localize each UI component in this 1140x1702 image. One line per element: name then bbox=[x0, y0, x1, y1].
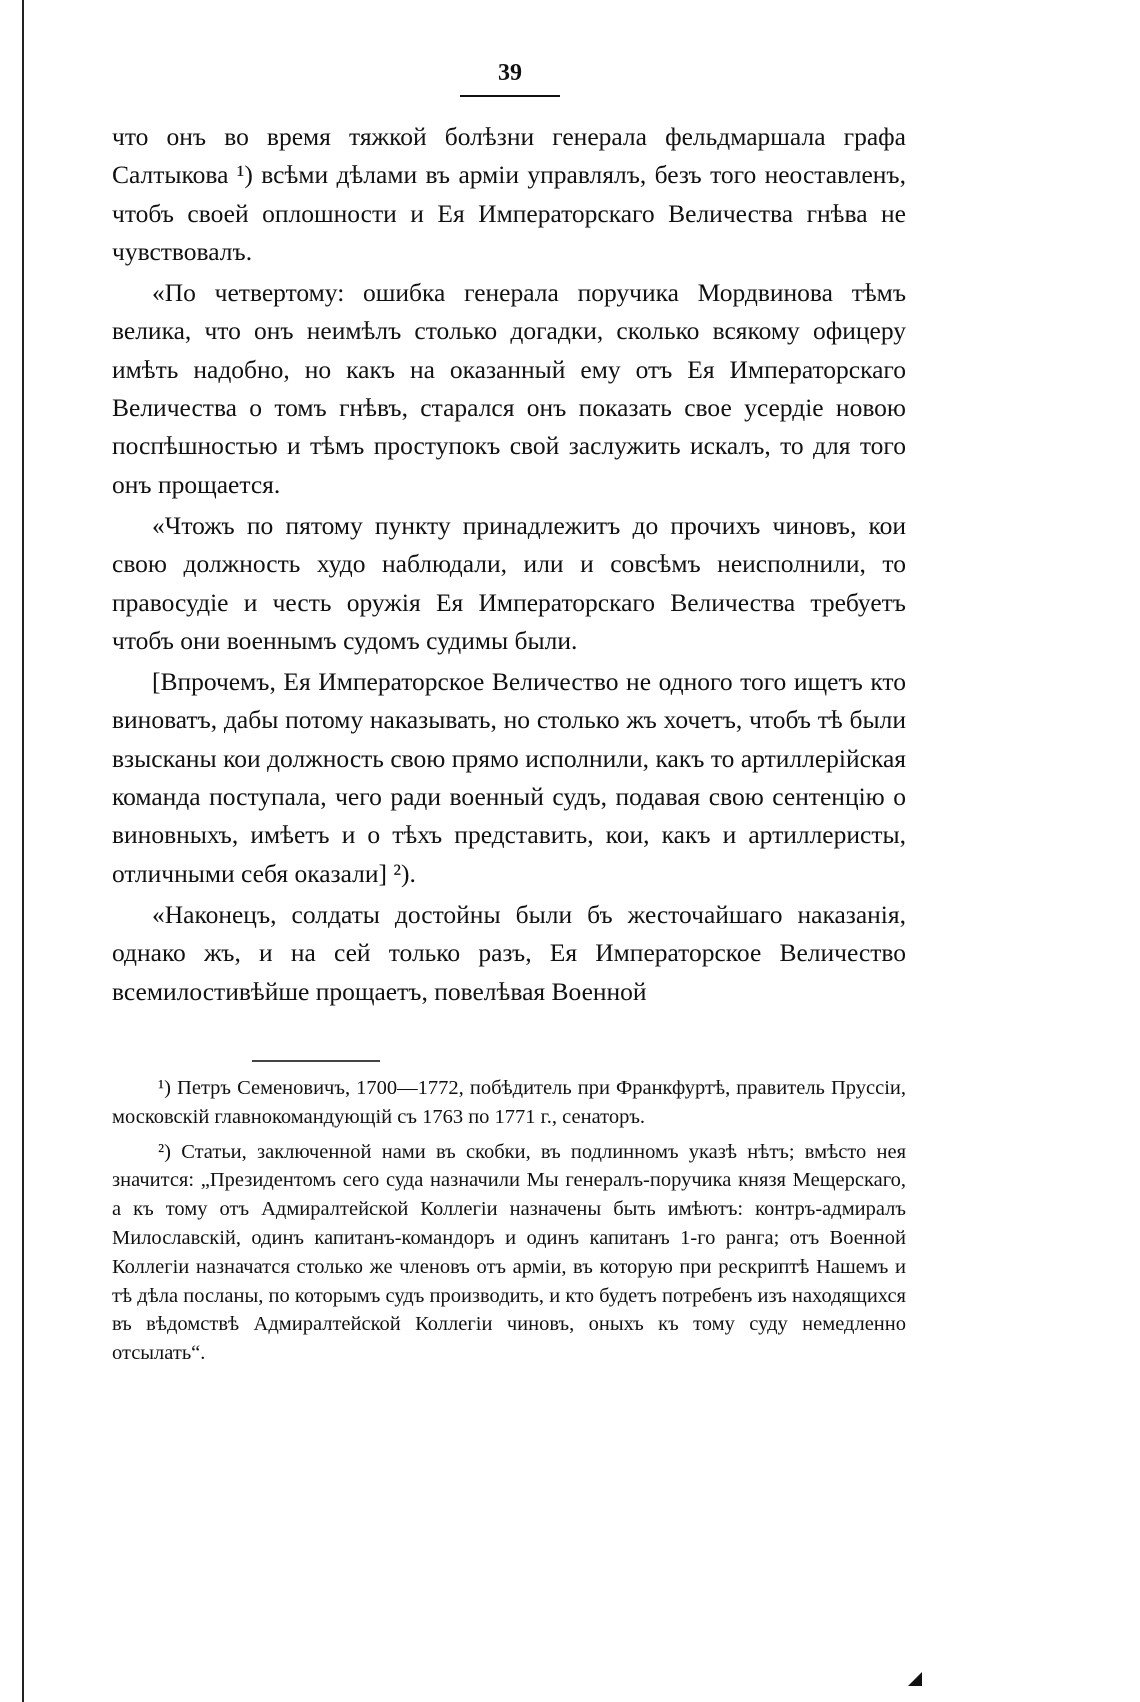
paragraph-point-four: «По четвертому: ошибка генерала поручика Мордвинова тѣмъ велика, что онъ неимѣлъ столько догадки, сколько всякому офицеру имѣть надобно, но какъ на оказанный ему отъ Ея Императорскаго Величества о томъ гнѣвъ, старался онъ показать свое усердіе новою поспѣшностью и тѣмъ проступокъ свой заслужить искалъ, то для того онъ прощается. bbox=[112, 278, 906, 499]
page-number: 39 bbox=[460, 60, 560, 97]
page-left-edge-line bbox=[22, 0, 24, 1702]
paragraph-point-five: «Чтожъ по пятому пункту принадлежитъ до прочихъ чиновъ, кои свою должность худо наблюдали, или и совсѣмъ неисполнили, то правосудіе и честь оружія Ея Императорскаго Величества требуетъ чтобъ они военнымъ судомъ судимы были. bbox=[112, 510, 906, 655]
footnote-separator bbox=[252, 1060, 380, 1062]
footnote-2: ²) Статьи, заключенной нами въ скобки, въ подлинномъ указѣ нѣтъ; вмѣсто нея значится: „Президентомъ сего суда назначили Мы генералъ-поручика князя Мещерскаго, а къ тому отъ Адмиралтейской Коллегіи назначены быть имѣютъ: контръ-адмиралъ Милославскій, одинъ капитанъ-командоръ и одинъ капитанъ 1-го ранга; отъ Военной Коллегіи назначатся столько же членовъ отъ арміи, въ которую при рескриптѣ Нашемъ и тѣ дѣла посланы, по которымъ судъ производить, и кто будетъ потребенъ изъ находящихся въ вѣдомствѣ Адмиралтейской Коллегіи чиновъ, оныхъ къ тому суду немедленно отсылать“. bbox=[112, 1140, 906, 1365]
paragraph-bracketed-insert: [Впрочемъ, Ея Императорское Величество не одного того ищетъ кто виноватъ, дабы потому наказывать, но столько жъ хочетъ, чтобъ тѣ были взысканы кои должность свою прямо исполнили, какъ то артиллерійская команда поступала, чего ради военный судъ, подавая свою сентенцію о виновныхъ, имѣетъ и о тѣхъ представить, кои, какъ и артиллеристы, отличными себя оказали] ²). bbox=[112, 667, 906, 888]
footnote-1: ¹) Петръ Семеновичъ, 1700—1772, побѣдитель при Франкфуртѣ, правитель Пруссіи, московскій главнокомандующій съ 1763 по 1771 г., сенаторъ. bbox=[112, 1077, 906, 1128]
main-text bbox=[112, 118, 906, 1014]
paragraph-soldiers: «Наконецъ, солдаты достойны были бъ жесточайшаго наказанія, однако жъ, и на сей только разъ, Ея Императорское Величество всемилостивѣйше прощаетъ, повелѣвая Военной bbox=[112, 899, 906, 1006]
corner-triangle-mark bbox=[908, 1672, 922, 1686]
paragraph-continued: что онъ во время тяжкой болѣзни генерала фельдмаршала графа Салтыкова ¹) всѣми дѣлами въ арміи управлялъ, безъ того неоставленъ, чтобъ своей оплошности и Ея Императорскаго Величества гнѣва не чувствовалъ. bbox=[112, 122, 906, 266]
footnotes bbox=[112, 1074, 906, 1374]
